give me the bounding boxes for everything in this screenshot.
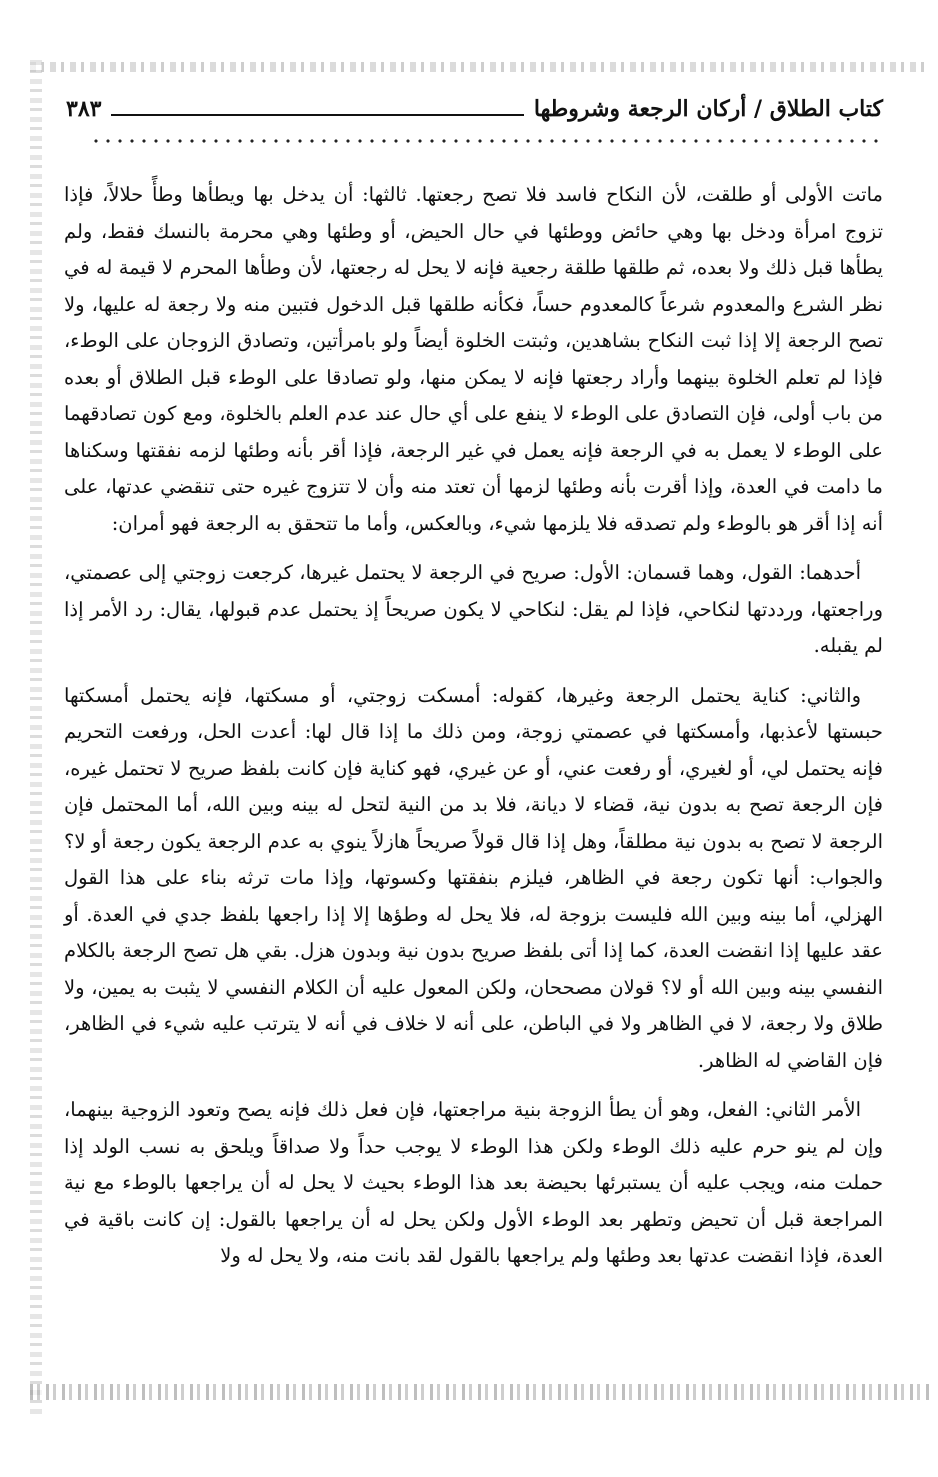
dotted-separator bbox=[90, 138, 883, 144]
page-number: ٣٨٣ bbox=[66, 96, 102, 122]
scan-noise-top bbox=[30, 62, 928, 72]
body-text bbox=[64, 177, 883, 1275]
paragraph-second-allusion: والثاني: كناية يحتمل الرجعة وغيرها، كقوله: أمسكت زوجتي، أو مسكتها، فإنه يحتمل أمسكتها حبستها لأعذبها، وأمسكتها في عصمتي زوجة، ومن ذلك ما إذا قال لها: أعدت الحل، ورفعت التحريم فإنه يحتمل لي، أو لغيري، أو رفعت عني، أو عن غيري، فهو كناية فإن كانت بلفظ صريح لا تحتمل غيره، فإن الرجعة تصح به بدون نية، قضاء لا ديانة، فلا بد من النية لتحل له بينه وبين الله، أما المحتمل فإن الرجعة لا تصح به بدون نية مطلقاً، وهل إذا قال قولاً صريحاً هازلاً ينوي به عدم الرجعة يكون رجعة أو لا؟ والجواب: أنها تكون رجعة في الظاهر، فيلزم بنفقتها وكسوتها، وإذا مات ترثه بناء على هذا القول الهزلي، أما بينه وبين الله فليست بزوجة له، فلا يحل له وطؤها إلا إذا راجعها بلفظ جدي في العدة. أو عقد عليها إذا انقضت العدة، كما إذا أتى بلفظ صريح بدون نية وبدون هزل. بقي هل تصح الرجعة بالكلام النفسي بينه وبين الله أو لا؟ قولان مصححان، ولكن المعول عليه أن الكلام النفسي لا يثبت به يمين، ولا طلاق ولا رجعة، لا في الظاهر ولا في الباطن، على أنه لا خلاف في أنه لا يترتب عليه شيء في الظاهر، فإن القاضي له الظاهر. bbox=[64, 683, 883, 1072]
paragraph-conditions: ماتت الأولى أو طلقت، لأن النكاح فاسد فلا تصح رجعتها. ثالثها: أن يدخل بها ويطأها وطأً حلالاً، فإذا تزوج امرأة ودخل بها وهي حائض ووطئها في حال الحيض، أو وطئها وهي محرمة بالنسك فقط، ولم يطأها قبل ذلك ولا بعده، ثم طلقها طلقة رجعية فإنه لا يحل له رجعتها، لأن وطأها المحرم لا قيمة له في نظر الشرع والمعدوم شرعاً كالمعدوم حساً، فكأنه طلقها قبل الدخول فتبين منه ولا رجعة له عليها، ولا تصح الرجعة إلا إذا ثبت النكاح بشاهدين، وثبتت الخلوة أيضاً ولو بامرأتين، وتصادق الزوجان على الوطء، فإذا لم تعلم الخلوة بينهما وأراد رجعتها فإنه لا يمكن منها، ولو تصادقا على الوطء قبل الطلاق أو بعده من باب أولى، فإن التصادق على الوطء لا ينفع على أي حال عند عدم العلم بالخلوة، ومع كون تصادقهما على الوطء لا يعمل به في الرجعة فإنه يعمل في غير الرجعة، فإذا أقر بأنه وطئها لزمه نفقتها وسكناها ما دامت في العدة، وإذا أقرت بأنه وطئها لزمها أن تعتد منه وأن لا تتزوج غيره حتى تنقضي عدتها، على أنه إذا أقر هو بالوطء ولم تصدقه فلا يلزمها شيء، وبالعكس، وأما ما تتحقق به الرجعة فهو أمران: bbox=[64, 183, 883, 535]
scan-noise-left bbox=[30, 60, 42, 1417]
running-title: كتاب الطلاق / أركان الرجعة وشروطها bbox=[533, 96, 883, 122]
scan-noise-bottom bbox=[30, 1384, 930, 1400]
paragraph-second-matter-action: الأمر الثاني: الفعل، وهو أن يطأ الزوجة بنية مراجعتها، فإن فعل ذلك فإنه يصح وتعود الزوجية بينهما، وإن لم ينو حرم عليه ذلك الوطء ولكن هذا الوطء لا يوجب حداً ولا صداقاً ويلحق به نسب الولد إذا حملت منه، ويجب عليه أن يستبرئها بحيضة بعد هذا الوطء بحيث لا يحل له أن يراجعها بالوطء مع نية المراجعة قبل أن تحيض وتطهر بعد الوطء الأول ولكن يحل له أن يراجعها بالقول: إن كانت باقية في العدة، فإذا انقضت عدتها بعد وطئها ولم يراجعها بالقول لقد بانت منه، ولا يحل له ولا bbox=[64, 1098, 883, 1267]
paragraph-first-matter-explicit: أحدهما: القول، وهما قسمان: الأول: صريح في الرجعة لا يحتمل غيرها، كرجعت زوجتي إلى عصمتي، وراجعتها، ورددتها لنكاحي، فإذا لم يقل: لنكاحي لا يكون صريحاً إذ يحتمل عدم قبولها، يقال: رد الأمر إذا لم يقبله. bbox=[64, 561, 883, 657]
page-header bbox=[66, 92, 883, 126]
header-rule bbox=[111, 114, 523, 116]
